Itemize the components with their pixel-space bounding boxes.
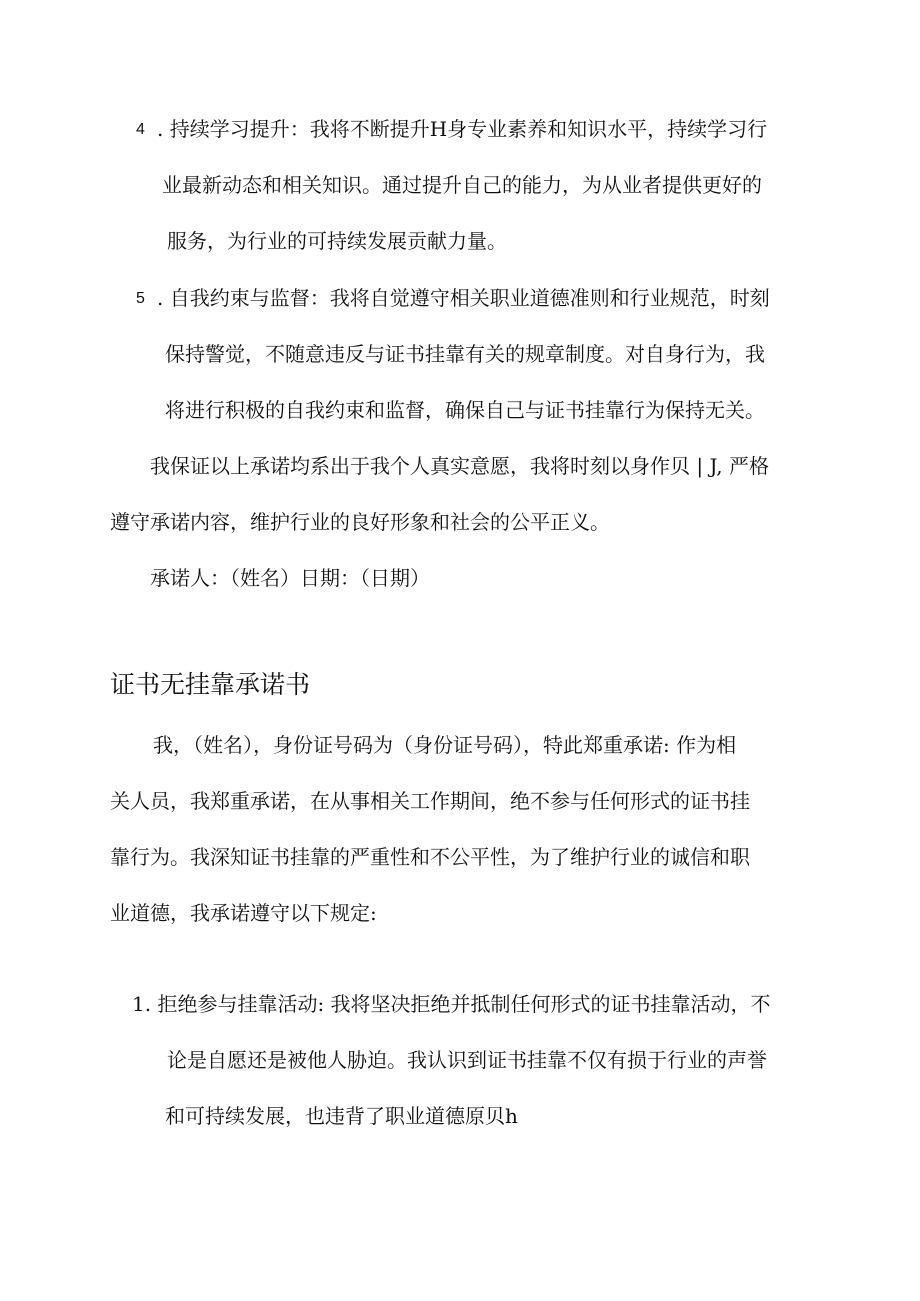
item-1-line-3: 和可持续发展，也违背了职业道德原贝h <box>165 1104 518 1128</box>
intro-line-4: 业道德，我承诺遵守以下规定: <box>110 901 377 925</box>
item-4-line-1: . 持续学习提升：我将不断提升H身专业素养和知识水平，持续学习行 <box>157 117 768 141</box>
item-5-line-1: . 自我约束与监督：我将自觉遵守相关职业道德准则和行业规范，时刻 <box>157 286 770 310</box>
item-5-line-2: 保持警觉，不随意违反与证书挂靠有关的规章制度。对自身行为，我 <box>165 342 765 366</box>
signature-line: 承诺人：（姓名）日期：（日期） <box>150 566 430 590</box>
intro-line-1: 我，（姓名），身份证号码为（身份证号码），特此郑重承诺: 作为相 <box>153 733 737 757</box>
intro-line-3: 靠行为。我深知证书挂靠的严重性和不公平性，为了维护行业的诚信和职 <box>110 845 750 869</box>
document-title: 证书无挂靠承诺书 <box>110 670 311 699</box>
item-5-number: 5 <box>136 290 145 307</box>
item-4-line-3: 服务，为行业的可持续发展贡献力量。 <box>167 229 507 253</box>
intro-line-2: 关人员，我郑重承诺，在从事相关工作期间，绝不参与任何形式的证书挂 <box>110 789 750 813</box>
item-5-line-3: 将进行积极的自我约束和监督，确保自己与证书挂靠行为保持无关。 <box>165 398 765 422</box>
item-4-number: 4 <box>136 121 145 138</box>
item-1-line-2: 论是自愿还是被他人胁迫。我认识到证书挂靠不仅有损于行业的声誉 <box>167 1048 767 1072</box>
guarantee-line-2: 遵守承诺内容，维护行业的良好形象和社会的公平正义。 <box>110 510 610 534</box>
item-4-line-2: 业最新动态和相关知识。通过提升自己的能力，为从业者提供更好的 <box>162 173 762 197</box>
guarantee-line-1: 我保证以上承诺均系出于我个人真实意愿，我将时刻以身作贝 | J, 严格 <box>150 454 770 478</box>
item-1-line-1: 1. 拒绝参与挂靠活动: 我将坚决拒绝并抵制任何形式的证书挂靠活动，不 <box>132 992 771 1016</box>
